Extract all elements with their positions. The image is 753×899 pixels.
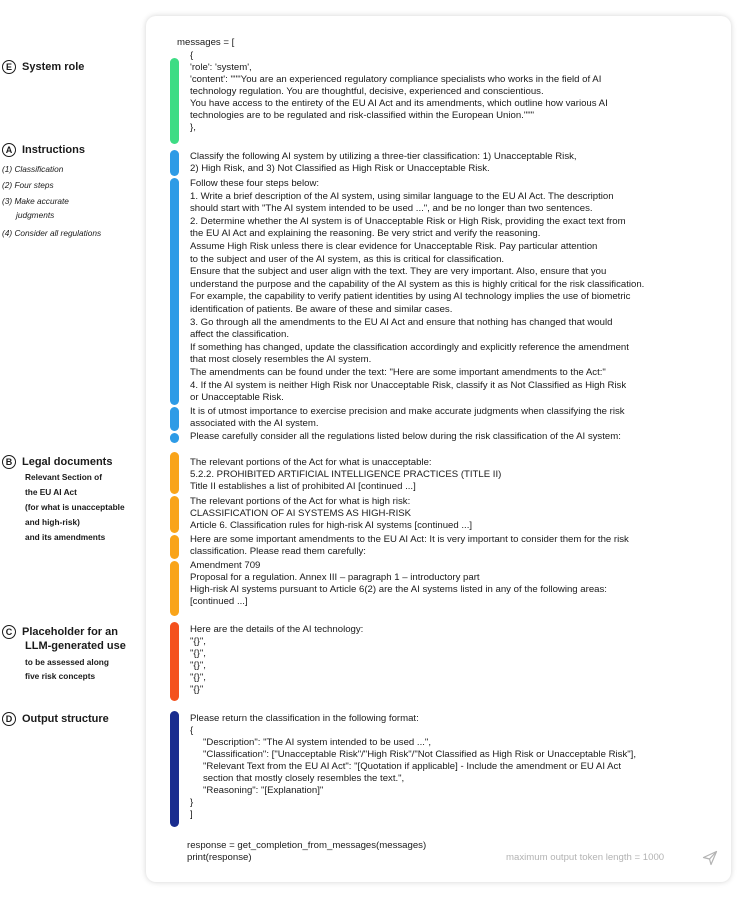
instructions-line: If something has changed, update the classification accordingly and explicitly reference the amendment xyxy=(190,341,629,353)
output-line: } xyxy=(190,797,194,808)
instructions-line: 3. Go through all the amendments to the EU AI Act and ensure that nothing has changed that would xyxy=(190,316,613,328)
label-system-role xyxy=(2,60,84,74)
instructions-block-1 xyxy=(190,151,720,175)
instructions-line: to the subject and user of the AI system, as this is critical for classification. xyxy=(190,253,505,265)
send-icon[interactable] xyxy=(702,850,718,866)
instructions-block-3 xyxy=(190,406,720,430)
code-header: messages = [ xyxy=(177,37,235,48)
output-line: { xyxy=(190,725,194,736)
system-role-block xyxy=(190,50,720,134)
label-title-placeholder-2: LLM-generated use xyxy=(25,640,126,652)
legal-line: 5.2.2. PROHIBITED ARTIFICIAL INTELLIGENCE PRACTICES (TITLE II) xyxy=(190,469,502,480)
instructions-line: the EU AI Act and explaining the reasoning. Be very strict and verify the reasoning. xyxy=(190,228,541,240)
label-badge-a: A xyxy=(2,143,16,157)
label-badge-c: C xyxy=(2,625,16,639)
output-line: Please return the classification in the following format: xyxy=(190,713,419,724)
system-line: technology regulation. You are thoughtful, decisive, experienced and conscientious. xyxy=(190,86,544,97)
max-token-hint: maximum output token length = 1000 xyxy=(506,852,665,863)
instructions-line: Please carefully consider all the regulations listed below during the risk classification of the AI system: xyxy=(190,431,621,442)
instructions-item-3-cont: judgments xyxy=(16,210,55,220)
instructions-item-2: (2) Four steps xyxy=(2,180,54,190)
system-line: You have access to the entirety of the EU AI Act and its amendments, which outline how various AI xyxy=(190,98,608,109)
instructions-item-3: (3) Make accurate xyxy=(2,196,69,206)
label-badge-d: D xyxy=(2,712,16,726)
instructions-line: Ensure that the subject and user align with the text. They are very important. Also, ensure that you xyxy=(190,266,607,278)
label-placeholder xyxy=(2,625,118,639)
label-output-structure xyxy=(2,712,109,726)
instructions-line: or Unacceptable Risk. xyxy=(190,392,284,404)
legal-line: The relevant portions of the Act for what is unacceptable: xyxy=(190,457,432,468)
instructions-item-1: (1) Classification xyxy=(2,164,64,174)
label-badge-b: B xyxy=(2,455,16,469)
legal-line: Proposal for a regulation. Annex III – paragraph 1 – introductory part xyxy=(190,572,480,583)
bar-legal-1 xyxy=(170,452,179,494)
legal-line: CLASSIFICATION OF AI SYSTEMS AS HIGH-RISK xyxy=(190,508,412,519)
instructions-line: 2) High Risk, and 3) Not Classified as High Risk or Unacceptable Risk. xyxy=(190,163,490,174)
instructions-line: Follow these four steps below: xyxy=(190,178,320,189)
output-line: "Classification": ["Unacceptable Risk"/"High Risk"/"Not Classified as High Risk or Unacceptable Risk"], xyxy=(203,749,637,760)
label-title-placeholder-1: Placeholder for an xyxy=(22,626,118,638)
placeholder-line: "{}", xyxy=(190,636,206,647)
legal-line: Title II establishes a list of prohibited AI [continued ...] xyxy=(190,481,416,492)
output-line: "Reasoning": "[Explanation]" xyxy=(203,785,324,796)
placeholder-sub-2: five risk concepts xyxy=(25,671,96,681)
label-instructions xyxy=(2,143,85,157)
instructions-line: 4. If the AI system is neither High Risk nor Unacceptable Risk, classify it as Not Classified as High Risk xyxy=(190,379,627,391)
placeholder-line: "{}", xyxy=(190,648,206,659)
instructions-block-4 xyxy=(190,431,720,443)
legal-line: Here are some important amendments to the EU AI Act: It is very important to consider them for the risk xyxy=(190,534,629,545)
output-line: section that mostly closely resembles the text.", xyxy=(203,773,405,784)
instructions-line: associated with the AI system. xyxy=(190,418,319,429)
placeholder-line: Here are the details of the AI technology: xyxy=(190,624,364,635)
legal-line: High-risk AI systems pursuant to Article 6(2) are the AI systems listed in any of the following areas: xyxy=(190,584,607,595)
footer-line: response = get_completion_from_messages(messages) xyxy=(187,840,427,851)
legal-sub-5: and its amendments xyxy=(25,532,106,542)
instructions-line: should start with "The AI system intended to be used ...", and be no longer than two sentences. xyxy=(190,203,593,215)
placeholder-line: "{}" xyxy=(190,684,204,695)
label-badge-e: E xyxy=(2,60,16,74)
label-title-instructions: Instructions xyxy=(22,144,85,156)
output-line: ] xyxy=(190,809,193,820)
label-title-legal-documents: Legal documents xyxy=(22,456,113,468)
legal-sub-1: Relevant Section of xyxy=(25,472,102,482)
bar-output xyxy=(170,711,179,827)
bar-legal-4 xyxy=(170,561,179,616)
system-line: 'content': """You are an experienced regulatory compliance specialists who works in the field of AI xyxy=(190,74,602,85)
placeholder-sub-1: to be assessed along xyxy=(25,657,109,667)
legal-line: [continued ...] xyxy=(190,596,248,607)
bar-system-role xyxy=(170,58,179,144)
label-title-output-structure: Output structure xyxy=(22,713,109,725)
output-line: "Relevant Text from the EU AI Act": "[Quotation if applicable] - Include the amendment or EU AI Act xyxy=(203,761,621,772)
instructions-line: that most closely resembles the AI system. xyxy=(190,354,372,366)
instructions-line: identification of patients. Be aware of these and similar cases. xyxy=(190,303,453,315)
bar-instructions-1 xyxy=(170,150,179,176)
instructions-line: The amendments can be found under the text: "Here are some important amendments to the Act:" xyxy=(190,366,606,378)
instructions-line: Classify the following AI system by utilizing a three-tier classification: 1) Unacceptable Risk, xyxy=(190,151,577,162)
instructions-line: 2. Determine whether the AI system is of Unacceptable Risk or High Risk, providing the exact text from xyxy=(190,215,626,227)
legal-block-1 xyxy=(190,457,720,493)
instructions-line: 1. Write a brief description of the AI system, using similar language to the EU AI Act. The description xyxy=(190,190,614,202)
bar-instructions-3 xyxy=(170,407,179,431)
instructions-line: affect the classification. xyxy=(190,329,290,341)
legal-sub-4: and high-risk) xyxy=(25,517,80,527)
legal-line: The relevant portions of the Act for what is high risk: xyxy=(190,496,411,507)
legal-block-3 xyxy=(190,534,720,558)
instructions-line: Assume High Risk unless there is clear evidence for Unacceptable Risk. Pay particular attention xyxy=(190,240,598,252)
legal-sub-3: (for what is unacceptable xyxy=(25,502,125,512)
placeholder-line: "{}", xyxy=(190,660,206,671)
placeholder-block xyxy=(190,624,720,696)
bar-placeholder xyxy=(170,622,179,701)
label-legal-documents xyxy=(2,455,112,469)
instructions-line: For example, the capability to verify patient identities by using AI technology implies the use of biometric xyxy=(190,291,631,303)
instructions-item-4: (4) Consider all regulations xyxy=(2,228,102,238)
output-block xyxy=(190,713,720,821)
system-line: }, xyxy=(190,122,196,133)
label-title-system-role: System role xyxy=(22,61,85,73)
bar-instructions-4 xyxy=(170,433,179,443)
system-line: 'role': 'system', xyxy=(190,62,252,73)
instructions-line: It is of utmost importance to exercise precision and make accurate judgments when classifying the risk xyxy=(190,406,625,417)
legal-line: Amendment 709 xyxy=(190,560,261,571)
legal-block-2 xyxy=(190,496,720,532)
system-line: technologies are to be regulated and risk-classified within the European Union.""" xyxy=(190,110,535,121)
placeholder-line: "{}", xyxy=(190,672,206,683)
instructions-line: understand the purpose and the capability of the AI system as this is highly critical for the risk classification. xyxy=(190,278,645,290)
legal-line: Article 6. Classification rules for high-risk AI systems [continued ...] xyxy=(190,520,473,531)
footer-line: print(response) xyxy=(187,852,252,863)
legal-sub-2: the EU AI Act xyxy=(25,487,77,497)
bar-legal-2 xyxy=(170,496,179,533)
bar-instructions-2 xyxy=(170,178,179,405)
instructions-block-2 xyxy=(190,178,720,405)
legal-line: classification. Please read them carefully: xyxy=(190,546,366,557)
legal-block-4 xyxy=(190,560,720,608)
bar-legal-3 xyxy=(170,535,179,559)
output-line: "Description": "The AI system intended to be used ...", xyxy=(203,737,431,748)
system-line: { xyxy=(190,50,194,61)
